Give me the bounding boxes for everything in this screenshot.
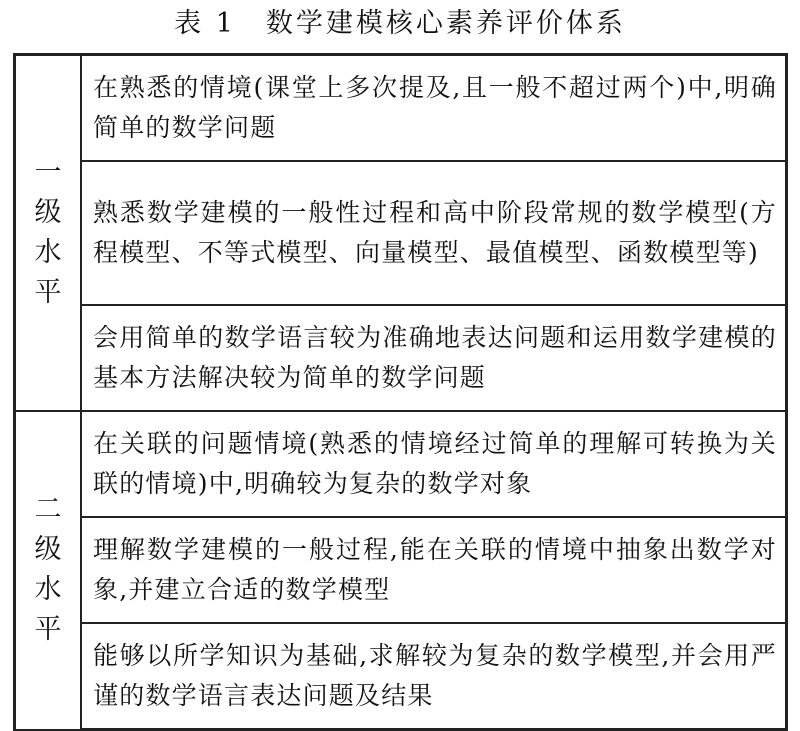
level-two-label (15, 411, 82, 730)
table-row (15, 305, 787, 411)
table-row (15, 161, 787, 305)
table-row (15, 517, 787, 623)
level-label-char: 平 (34, 614, 62, 646)
level-label-char: 级 (34, 197, 62, 228)
level-one-item-2: 熟悉数学建模的一般性过程和高中阶段常规的数学模型(方程模型、不等式模型、向量模型、最值模型、函数模型等) (81, 161, 787, 305)
level-two-item-1: 在关联的问题情境(熟悉的情境经过简单的理解可转换为关联的情境)中,明确较为复杂的数学对象 (81, 411, 787, 517)
level-label-char: 水 (34, 574, 62, 606)
level-one-item-3: 会用简单的数学语言较为准确地表达问题和运用数学建模的基本方法解决较为简单的数学问题 (81, 305, 787, 411)
table-title: 表 1 数学建模核心素养评价体系 (174, 8, 626, 39)
level-label-char: 二 (34, 494, 62, 526)
level-one-label (15, 55, 82, 412)
level-two-item-2: 理解数学建模的一般过程,能在关联的情境中抽象出数学对象,并建立合适的数学模型 (81, 517, 787, 623)
level-label-char: 一 (34, 157, 62, 188)
level-label-char: 级 (34, 534, 62, 566)
table-row (15, 411, 787, 517)
level-two-item-3: 能够以所学知识为基础,求解较为复杂的数学模型,并会用严谨的数学语言表达问题及结果 (81, 623, 787, 730)
table-row (15, 623, 787, 730)
level-label-char: 平 (34, 277, 62, 308)
table-row (15, 55, 787, 162)
evaluation-table (13, 53, 788, 731)
level-one-item-1: 在熟悉的情境(课堂上多次提及,且一般不超过两个)中,明确简单的数学问题 (81, 55, 787, 162)
level-label-char: 水 (34, 237, 62, 268)
